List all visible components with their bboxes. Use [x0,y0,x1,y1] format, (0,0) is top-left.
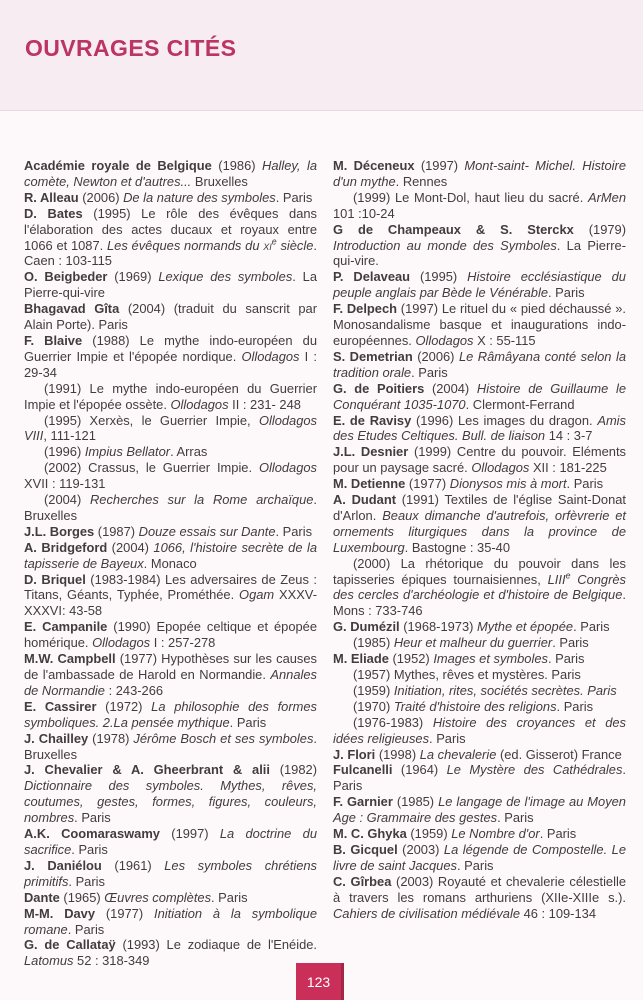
author-name: A.K. Coomaraswamy [24,826,160,842]
author-name: D. Briquel [24,571,86,587]
entry-text: . Arras [170,444,208,460]
entry-text: . Paris [547,651,585,667]
entry-text: . Paris [566,476,604,492]
work-title: Ollodagos [258,460,317,476]
author-name: O. Beigbeder [24,269,108,285]
bib-entry [24,381,317,413]
author-name: M. Déceneux [333,158,415,173]
entry-text: (1990) Epopée celtique et épopée homérique. [24,619,317,651]
entry-text: (1977) [405,476,450,492]
work-title: Traité d'histoire des religions [393,698,557,714]
bib-entry [24,333,317,381]
entry-text: (2004) [424,380,477,396]
bib-entry [333,349,626,381]
entry-text: XVII : 119-131 [24,476,106,492]
bibliography [24,158,626,969]
bib-entry [333,651,626,667]
author-name: Académie royale de Belgique [24,158,212,173]
entry-text: (1991) Le mythe indo-européen du Guerrier Impie et l'épopée ossète. [24,380,317,412]
work-title: Impius Bellator [84,444,171,460]
bib-entry [24,762,317,826]
bib-entry [24,524,317,540]
entry-text: (1997) [159,826,220,842]
entry-text: (1977) [95,905,155,921]
entry-text: II : 231- 248 [228,396,301,412]
entry-text: . Paris [229,714,267,730]
work-title: Le Mystère des Cathédrales [446,762,623,778]
bib-entry [333,413,626,445]
author-name: G. de Callataÿ [24,937,116,953]
entry-text: (2004) [43,492,90,508]
author-name: E. Campanile [24,619,108,635]
work-title: Initiation à la symbolique romane [24,905,317,937]
entry-text: (1982) [269,762,317,778]
author-name: M. Detienne [333,476,406,492]
entry-text: . Clermont-Ferrand [465,396,575,412]
work-title: ArMen [588,189,626,205]
entry-text: (2002) Crassus, le Guerrier Impie. [43,460,259,476]
bib-entry [24,269,317,301]
entry-text: (1961) [101,857,165,873]
bib-entry [333,826,626,842]
work-title: Ogam [239,587,275,603]
bib-entry [24,460,317,492]
work-title: Latomus [24,953,74,969]
author-name: J. Flori [333,746,376,762]
work-title: Halley, la comète, Newton et d'autres... [24,158,318,189]
entry-text: (2000) La rhétorique du pouvoir dans les tapisseries épiques tournaisiennes, [333,555,626,587]
entry-text: (1976-1983) [352,714,433,730]
entry-text: (1988) Le mythe indo-européen du Guerrier Impie et l'épopée nordique. [24,332,317,364]
author-name: A. Dudant [333,492,396,508]
entry-text: . La Pierre-qui-vire. [333,237,626,269]
entry-text: (1996) Les images du dragon. [411,412,598,428]
bib-entry [24,540,317,572]
work-title: LIII [547,571,566,587]
work-title: Les symboles chrétiens primitifs [24,857,318,889]
entry-text: . Bastogne : 35-40 [404,539,511,555]
left-column [24,158,317,969]
work-title: Initiation, rites, sociétés secrètes. Paris [393,682,617,698]
bib-entry [24,190,317,206]
bib-entry [333,492,626,556]
bib-entry [333,635,626,651]
entry-text: . Caen : 103-115 [24,237,317,269]
entry-text: 52 : 318-349 [73,953,150,969]
author-name: Fulcanelli [333,762,393,778]
work-title: Le Nombre d'or [451,826,540,842]
author-name: E. Cassirer [24,698,97,714]
entry-text: . Rennes [395,173,448,189]
author-name: B. Gicquel [333,841,398,857]
entry-text: 101 :10-24 [333,205,395,221]
entry-text: . Bruxelles [24,492,318,523]
entry-text: . Paris [497,810,534,826]
work-title: Beaux dimanche d'autrefois, orfèvrerie et ornements liturgiques dans la province de Luxembourg [333,507,626,555]
work-title: Ollodagos [92,635,151,651]
work-title: Mont-saint- Michel. Histoire d'un mythe [333,158,626,189]
author-name: M-M. Davy [24,905,96,921]
entry-text: (1985) [352,635,394,651]
work-title: Ollodagos VIII [24,412,317,444]
entry-text: (1993) Le zodiaque de l'Enéide. [115,937,318,953]
entry-text: (1959) [406,826,452,842]
entry-text: (1972) [96,698,152,714]
author-name: Bhagavad Gîta [24,301,120,317]
author-name: R. Alleau [24,189,79,205]
bib-entry [24,906,317,938]
entry-text: (1968-1973) [399,619,478,635]
entry-text: (1959) [352,682,394,698]
bib-entry [24,858,317,890]
bib-entry [24,206,317,270]
right-column [333,158,626,969]
entry-text: . Paris [68,873,105,889]
entry-text: 14 : 3-7 [545,428,593,444]
bib-entry [24,301,317,333]
entry-text: . Paris [552,635,589,651]
entry-text: . Paris [275,523,313,539]
work-title: Le langage de l'image au Moyen Age : Grammaire des gestes [333,794,626,826]
bib-entry [333,301,626,349]
author-name: J.L. Borges [24,523,95,539]
author-name: J.L. Desnier [333,444,409,460]
page-number-badge [296,963,344,1000]
bib-entry [333,842,626,874]
work-title: Images et symboles [433,651,548,667]
author-name: A. Bridgeford [24,539,108,555]
bib-entry [333,715,626,747]
bib-entry [333,683,626,699]
entry-text: : 243-266 [104,682,164,698]
entry-text: Bruxelles [191,173,248,189]
entry-text: (2004) (traduit du sanscrit par Alain Porte). Paris [24,301,318,333]
entry-text: (1983-1984) Les adversaires de Zeus : Titans, Géants, Typhée, Prométhée. [24,571,317,603]
bib-entry [333,190,626,222]
work-title: Ollodagos [170,396,229,412]
author-name: J. Chevalier & A. Gheerbrant & alii [24,762,270,778]
bib-entry [333,556,626,620]
work-title: Dionysos mis à mort [449,476,567,492]
bib-entry [24,890,317,906]
entry-text: . Paris [456,857,494,873]
work-title: e [565,570,571,581]
author-name: F. Garnier [333,794,393,810]
entry-text: X : 55-115 [473,332,536,348]
bib-entry [333,667,626,683]
entry-text: (2004) [107,539,154,555]
entry-text: (1997) Le rituel du « pied déchaussé ». Monosandalisme basque et inaugurations indo-européennes. [333,301,626,348]
work-title: Ollodagos [415,332,474,348]
bib-entry [24,937,317,969]
author-name: G de Champeaux & S. Sterckx [333,221,574,237]
bib-entry [333,222,626,270]
work-title: Histoire de Guillaume le Conquérant 1035-1070 [333,380,626,412]
work-title: siècle [276,237,314,253]
author-name: J. Chailley [24,730,89,746]
entry-text: . Paris [275,189,313,205]
author-name: G. Dumézil [333,619,400,635]
bib-entry [24,572,317,620]
entry-text: . Paris [556,698,594,714]
bib-entry [333,874,626,922]
author-name: F. Blaive [24,332,83,348]
work-title: Cahiers de civilisation médiévale [333,905,521,921]
bib-entry [333,794,626,826]
bib-entry [24,826,317,858]
work-title: Introduction au monde des Symboles [333,237,557,253]
entry-text: (1970) [352,698,394,714]
work-title: Ollodagos [471,460,530,476]
work-title: Jérôme Bosch et ses symboles [133,730,314,746]
entry-text: (1997) [414,158,465,173]
entry-text: , 111-121 [43,428,96,444]
work-title: 1066, l'histoire secrète de la tapisserie de Bayeux [24,539,317,571]
entry-text: (2003) Royauté et chevalerie célestielle à travers les romans arthuriens (XIIe-XIIIe s.). [333,873,626,905]
work-title: Le Râmâyana conté selon la tradition orale [333,348,626,380]
entry-text: . Paris [71,841,108,857]
page-title: OUVRAGES CITÉS [25,35,237,62]
entry-text: . Paris [548,285,585,301]
author-name: M.W. Campbell [24,651,116,667]
author-name: F. Delpech [333,301,397,317]
entry-text: I : 257-278 [150,635,216,651]
entry-text: . Paris [411,364,448,380]
entry-text: (1965) [59,889,105,905]
entry-text: . Paris [539,826,577,842]
work-title: Amis des Etudes Celtiques. Bull. de liaison [333,412,626,444]
entry-text: (2003) [397,841,444,857]
bib-entry [24,731,317,763]
author-name: P. Delaveau [333,269,411,285]
bib-entry [24,699,317,731]
work-title: Les évêques normands du [107,237,264,253]
entry-text: (1999) Centre du pouvoir. Eléments pour un paysage sacré. [333,444,626,476]
author-name: S. Demetrian [333,348,413,364]
entry-text: (1957) Mythes, rêves et mystères. Paris [352,667,581,682]
work-title: La philosophie des formes symboliques. 2.La pensée mythique [24,698,317,730]
work-title: Histoire des croyances et des idées religieuses [333,714,626,746]
bib-entry [24,444,317,460]
entry-text: (ed. Gisserot) France [496,746,622,762]
work-title: Lexique des symboles [158,269,293,285]
entry-text: (1998) [375,746,420,762]
author-name: D. Bates [24,205,83,221]
work-title: La chevalerie [419,746,497,762]
author-name: E. de Ravisy [333,412,412,428]
work-title: Dictionnaire des symboles. Mythes, rêves, coutumes, gestes, formes, figures, couleurs, nombres [24,778,317,826]
work-title: Heur et malheur du guerrier [393,635,553,651]
bib-entry [333,762,626,794]
work-title: Annales de Normandie [24,667,317,698]
bib-entry [24,619,317,651]
bib-entry [333,158,626,190]
entry-text: I : 29-34 [24,348,317,380]
page-number: 123 [306,973,331,990]
entry-text: (1991) Textiles de l'église Saint-Donat d'Arlon. [333,492,626,523]
entry-text: . Paris [429,730,466,746]
bib-entry [333,381,626,413]
work-title: e [271,236,277,247]
work-title: De la nature des symboles [123,189,276,205]
entry-text: . Bruxelles [24,730,317,762]
work-title: Ollodagos [241,348,300,364]
entry-text: (1996) [43,444,85,460]
bib-entry [24,492,317,524]
author-name: C. Gîrbea [333,873,392,889]
entry-text: . Mons : 733-746 [333,587,626,619]
work-title: Douze essais sur Dante [138,523,276,539]
bib-entry [333,619,626,635]
bib-entry [24,651,317,699]
author-name: M. Eliade [333,651,389,667]
bib-entry [333,699,626,715]
entry-text: (1987) [94,523,139,539]
entry-text: . Paris [333,762,626,794]
bib-entry [24,413,317,445]
entry-text: (1995) Le rôle des évêques dans l'élaboration des actes ducaux et royaux entre 1066 et 1087. [24,205,317,253]
entry-text: (2006) [78,189,124,205]
entry-text: (1986) [211,158,263,173]
entry-text: (1978) [88,730,134,746]
entry-text: (1969) [107,269,159,285]
entry-text: (1995) [410,269,468,285]
work-title: La doctrine du sacrifice [24,826,317,857]
bib-entry [333,476,626,492]
entry-text: (1979) [573,221,626,237]
entry-text: XII : 181-225 [529,460,607,476]
author-name: Dante [24,889,60,905]
work-title: xi [263,237,272,253]
bib-entry [333,269,626,301]
entry-text: (1985) [392,794,439,810]
work-title: La légende de Compostelle. Le livre de saint Jacques [333,841,627,873]
entry-text: (1952) [388,651,434,667]
entry-text: 46 : 109-134 [520,905,596,921]
entry-text: (1964) [392,762,447,778]
entry-text: . Paris [211,889,248,905]
work-title: Œuvres complètes [104,889,212,905]
work-title: Histoire ecclésiastique du peuple anglais par Bède le Vénérable [333,269,626,301]
bib-entry [24,158,317,190]
bib-entry [333,747,626,763]
work-title: Recherches sur la Rome archaïque [90,492,314,508]
entry-text: . Paris [67,921,105,937]
entry-text: . Paris [74,810,111,826]
entry-text: . La Pierre-qui-vire [24,269,317,301]
entry-text: (1977) Hypothèses sur les causes de l'ambassade de Harold en Normandie. [24,651,317,682]
entry-text: . Monaco [143,555,197,571]
entry-text: (2006) [412,348,459,364]
entry-text: (1995) Xerxès, le Guerrier Impie, [43,412,259,428]
entry-text: . Paris [573,619,610,635]
bib-entry [333,444,626,476]
work-title: Congrès des cercles d'archéologie et d'histoire de Belgique [333,571,626,603]
author-name: J. Daniélou [24,857,102,873]
author-name: M. C. Ghyka [333,826,407,842]
entry-text: XXXV-XXXVI: 43-58 [24,587,317,619]
entry-text: (1999) Le Mont-Dol, haut lieu du sacré. [352,189,589,205]
author-name: G. de Poitiers [333,380,425,396]
work-title: Mythe et épopée [477,619,574,635]
